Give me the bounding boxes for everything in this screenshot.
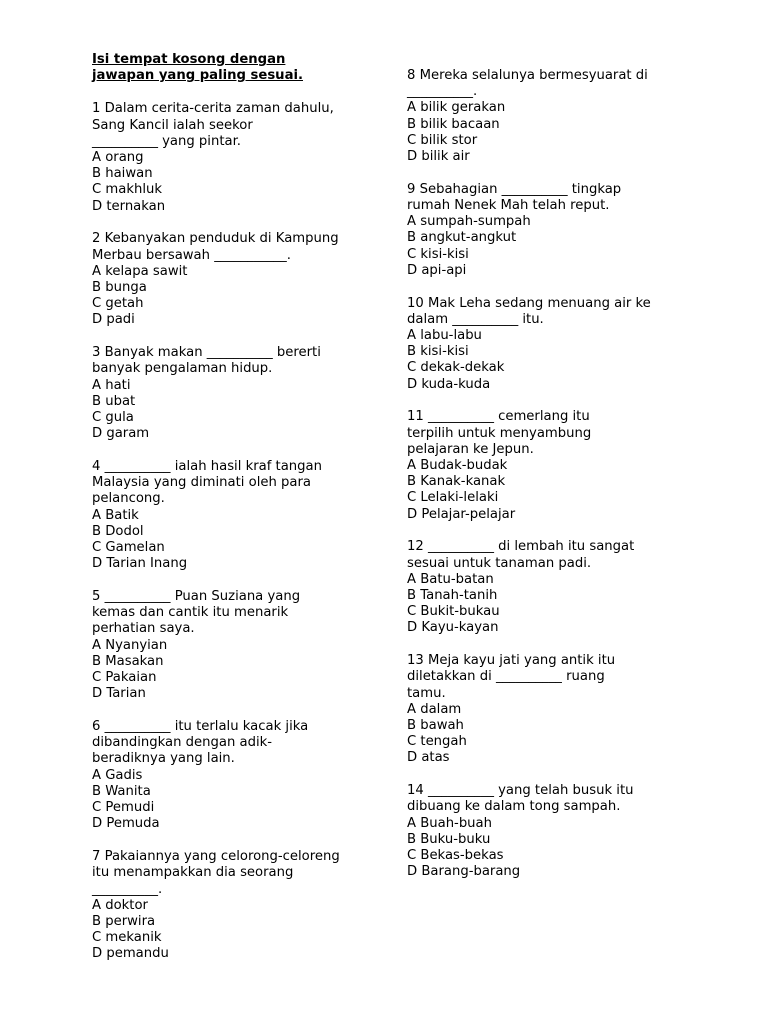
question-text: 2 Kebanyakan penduduk di Kampung Merbau bersawah ___________. [92, 231, 339, 263]
answer-option: D Barang-barang [407, 864, 521, 880]
answer-option: B kisi-kisi [407, 344, 469, 360]
question-text: 4 __________ ialah hasil kraf tangan Malaysia yang diminati oleh para pelancong. [92, 459, 322, 507]
question-item [407, 783, 697, 880]
answer-option: C gula [92, 410, 134, 426]
answer-option: A orang [92, 150, 144, 166]
question-item [407, 539, 697, 636]
answer-option: C dekak-dekak [407, 360, 505, 376]
answer-option: C tengah [407, 734, 467, 750]
question-item [92, 849, 382, 962]
answer-option: C Lelaki-lelaki [407, 490, 499, 506]
answer-option: A sumpah-sumpah [407, 214, 531, 230]
question-text: 8 Mereka selalunya bermesyuarat di __________. [407, 68, 648, 100]
answer-option: D Tarian Inang [92, 556, 188, 572]
instruction-heading: Isi tempat kosong dengan jawapan yang paling sesuai. [92, 52, 303, 84]
answer-option: D pemandu [92, 946, 169, 962]
answer-option: A labu-labu [407, 328, 482, 344]
left-column [92, 52, 382, 979]
answer-option: A Batik [92, 507, 139, 523]
question-text: 13 Meja kayu jati yang antik itu diletakkan di __________ ruang tamu. [407, 653, 616, 701]
answer-option: D Pemuda [92, 816, 160, 832]
question-text: 6 __________ itu terlalu kacak jika dibandingkan dengan adik- beradiknya yang lain. [92, 719, 309, 767]
answer-option: D garam [92, 426, 150, 442]
answer-option: B angkut-angkut [407, 230, 517, 246]
answer-option: A bilik gerakan [407, 100, 506, 116]
question-item [407, 68, 697, 165]
answer-option: D bilik air [407, 149, 470, 165]
answer-option: C getah [92, 296, 144, 312]
question-text: 12 __________ di lembah itu sangat sesuai untuk tanaman padi. [407, 539, 635, 571]
question-text: 7 Pakaiannya yang celorong-celoreng itu menampakkan dia seorang __________. [92, 849, 340, 897]
answer-option: B Kanak-kanak [407, 474, 506, 490]
answer-option: A Budak-budak [407, 458, 508, 474]
answer-option: C Pakaian [92, 670, 157, 686]
answer-option: B perwira [92, 913, 156, 929]
question-item [92, 345, 382, 442]
right-column [407, 68, 697, 897]
answer-option: B Tanah-tanih [407, 588, 498, 604]
right-question-list [407, 68, 697, 881]
answer-option: B Wanita [92, 783, 151, 799]
answer-option: A Batu-batan [407, 571, 494, 587]
answer-option: D Tarian [92, 686, 146, 702]
left-question-list [92, 101, 382, 962]
answer-option: B haiwan [92, 166, 153, 182]
answer-option: A Nyanyian [92, 637, 168, 653]
answer-option: D kuda-kuda [407, 376, 491, 392]
answer-option: B bunga [92, 280, 147, 296]
answer-option: C Pemudi [92, 800, 155, 816]
answer-option: C mekanik [92, 930, 162, 946]
question-text: 1 Dalam cerita-cerita zaman dahulu, Sang Kancil ialah seekor __________ yang pintar. [92, 101, 334, 149]
question-text: 3 Banyak makan __________ bererti banyak pengalaman hidup. [92, 345, 321, 377]
answer-option: C kisi-kisi [407, 246, 469, 262]
answer-option: A kelapa sawit [92, 263, 188, 279]
answer-option: D padi [92, 312, 135, 328]
answer-option: B Buku-buku [407, 831, 491, 847]
answer-option: C Bukit-bukau [407, 604, 500, 620]
answer-option: D atas [407, 750, 450, 766]
question-item [92, 459, 382, 572]
answer-option: D Pelajar-pelajar [407, 506, 516, 522]
answer-option: B ubat [92, 393, 136, 409]
question-item [92, 589, 382, 702]
answer-option: A Buah-buah [407, 815, 492, 831]
answer-option: C Bekas-bekas [407, 848, 504, 864]
answer-option: A Gadis [92, 767, 143, 783]
answer-option: A hati [92, 377, 131, 393]
question-item [407, 182, 697, 279]
question-item [407, 409, 697, 522]
question-text: 10 Mak Leha sedang menuang air ke dalam __________ itu. [407, 295, 651, 327]
question-text: 11 __________ cemerlang itu terpilih untuk menyambung pelajaran ke Jepun. [407, 409, 592, 457]
answer-option: C makhluk [92, 182, 162, 198]
answer-option: C bilik stor [407, 132, 478, 148]
answer-option: B Masakan [92, 653, 164, 669]
answer-option: D ternakan [92, 198, 166, 214]
answer-option: D api-api [407, 262, 467, 278]
answer-option: D Kayu-kayan [407, 620, 499, 636]
question-text: 9 Sebahagian __________ tingkap rumah Nenek Mah telah reput. [407, 181, 622, 214]
answer-option: B Dodol [92, 523, 144, 539]
answer-option: A doktor [92, 897, 148, 913]
question-text: 14 __________ yang telah busuk itu dibuang ke dalam tong sampah. [407, 783, 634, 815]
question-item [407, 653, 697, 766]
question-item [92, 231, 382, 328]
question-item [92, 101, 382, 214]
question-item [92, 719, 382, 832]
answer-option: B bawah [407, 718, 464, 734]
answer-option: B bilik bacaan [407, 116, 500, 132]
answer-option: A dalam [407, 701, 462, 717]
answer-option: C Gamelan [92, 540, 165, 556]
question-item [407, 296, 697, 393]
question-text: 5 __________ Puan Suziana yang kemas dan cantik itu menarik perhatian saya. [92, 589, 301, 637]
